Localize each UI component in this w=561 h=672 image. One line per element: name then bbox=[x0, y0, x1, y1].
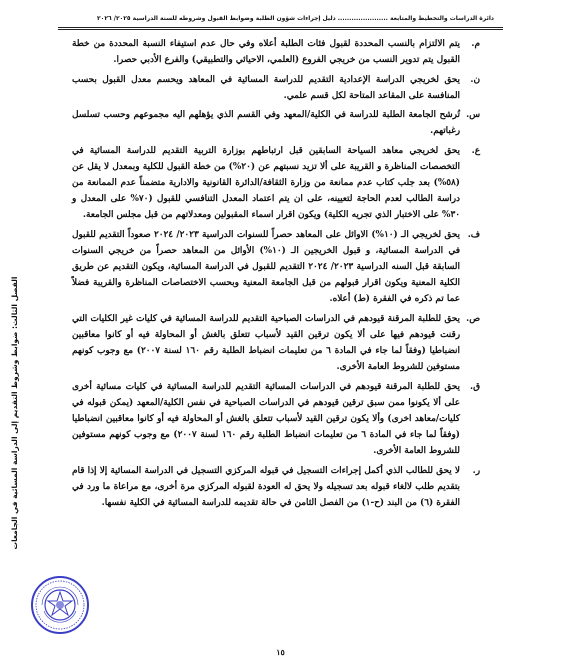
item-marker: ن. bbox=[470, 74, 480, 85]
page-number: ١٥ bbox=[276, 647, 285, 657]
chapter-side-label: الفصل الثالث: ضوابط وشروط التقديم إلى الدراسة المسائية في الجامعات bbox=[10, 276, 19, 550]
list-item bbox=[72, 36, 480, 68]
item-text: يحق لخريجي الدراسة الإعدادية التقديم للدراسة المسائية في المعاهد ويحسم معدل القبول بحسب المنافسة على المقاعد المتاحة لكل قسم علمي. bbox=[72, 74, 460, 101]
item-marker: ف. bbox=[467, 230, 480, 241]
item-text: يحق للطلبة المرقنة قيودهم في الدراسات المسائية التقديم للدراسة المسائية في كليات مسائية أخرى على ألا يكونوا ممن سبق ترقين قيودهم في الدراسات الصباحية في نفس الكلية/المعهد (يمكن قبوله في كليات/معاهد اخرى) وألا يكون ترقين القيد لأسباب تتعلق بالغش أو المحاولة فيه أو كانوا معاقبين انضباطيا (وفقاً لما جاء في المادة ٦ من تعليمات انضباط الطلبة رقم ١٦٠ لسنة ٢٠٠٧) مع وجوب كونهم مستوفين للشروط العامة الأخرى. bbox=[72, 381, 460, 457]
university-seal-icon bbox=[30, 575, 90, 635]
item-text: يتم الالتزام بالنسب المحددة لقبول فئات الطلبة أعلاه وفي حال عدم استيفاء النسبة المحددة من خطة القبول يتم تدوير النسب من خريجي الفروع (العلمي، الاحيائي والتطبيقي) والفرع الأدبي حصرا. bbox=[72, 39, 460, 66]
item-marker: س. bbox=[466, 110, 480, 121]
item-marker: ع. bbox=[471, 146, 480, 157]
item-marker: م. bbox=[471, 39, 480, 49]
item-text: يحق لخريجي الـ (١٠%) الاوائل على المعاهد حصراً للسنوات الدراسية ٢٠٢٣/ ٢٠٢٤ صعوداً التقديم للقبول في الدراسة المسائية، و قبول الخريجين الـ (١٠%) الأوائل من المعاهد حصراً من خريجي السنوات السابقة قبل السنه الدراسية ٢٠٢٣/ ٢٠٢٤ التقديم للقبول في الدراسة المسائية، ويكون التقديم عن طريق الكلية المعنية ويكون اقرار قبولهم من قبل الجامعة المعنية وبحسب الاختصاصات المناظرة والقريبة فضلاً عما تم ذكره في الفقرة (ط) أعلاه. bbox=[72, 230, 460, 305]
item-text: لا يحق للطالب الذي أكمل إجراءات التسجيل في قبوله المركزي التسجيل في الدراسة المسائية إلا إذا قام بتقديم طلب لالغاء قبوله بعد تسجيله ولا يحق له العودة لقبوله المركزي مرة أخرى، مع مراعاة ما ورد في الفقرة (٦) من البند (ح-١) من الفصل الثامن في حالة تقديمه للدراسة المسائية في الكلية نفسها. bbox=[72, 465, 460, 509]
list-item bbox=[72, 143, 480, 223]
list-item bbox=[72, 379, 480, 459]
list-item bbox=[72, 107, 480, 139]
header-divider bbox=[58, 27, 503, 30]
list-item bbox=[72, 227, 480, 307]
item-marker: ق. bbox=[470, 381, 480, 392]
list-item bbox=[72, 463, 480, 511]
item-text: تُرشح الجامعة الطلبة للدراسة في الكلية/المعهد وفي القسم الذي يؤهلهم اليه مجموعهم وحسب تسلسل رغباتهم. bbox=[72, 110, 460, 137]
item-text: يحق للطلبة المرقنة قيودهم في الدراسات الصباحية التقديم للدراسة المسائية في كليات غير الكليات التي رقنت قيودهم فيها على ألا يكون ترقين القيد لأسباب تتعلق بالغش أو المحاولة فيه أو كانوا معاقبين انضباطيا (وفقاً لما جاء في المادة ٦ من تعليمات انضباط الطلبة رقم ١٦٠ لسنة ٢٠٠٧) مع وجوب كونهم مستوفين للشروط العامة الأخرى. bbox=[72, 314, 460, 373]
item-marker: ر. bbox=[472, 465, 480, 476]
page-header: دائرة الدراسات والتخطيط والمتابعة ...................... دليل إجراءات شؤون الطلبة وضوابط القبول وشروطه للسنة الدراسية ٢٠٢٥/ ٢٠٢٦ bbox=[97, 15, 494, 22]
item-marker: ص. bbox=[466, 314, 480, 324]
document-body bbox=[72, 36, 480, 515]
list-item bbox=[72, 311, 480, 375]
list-item bbox=[72, 72, 480, 104]
item-text: يحق لخريجي معاهد السياحة السابقين قبل ارتباطهم بوزارة التربية التقديم للدراسة المسائية في التخصصات المناظرة و القريبة على ألا تزيد نسبتهم عن (٢٠%) من خطة القبول للكلية وبمعدل لا يقل عن (٥٨%) بعد جلب كتاب عدم ممانعة من وزارة الثقافة/الدائرة القانونية والادارية متضمناً عدم الممانعة من دراسة الطالب لعدم الحاجة لتعيينه، على ان يتم اعتماد المعدل التنافسي للقبول (٧٠% على المعدل و ٣٠% على الاختبار الذي تجريه الكلية) ويكون اقرار اسماء المقبولين ومعدلاتهم من قبل مجلس الجامعة. bbox=[72, 146, 460, 221]
